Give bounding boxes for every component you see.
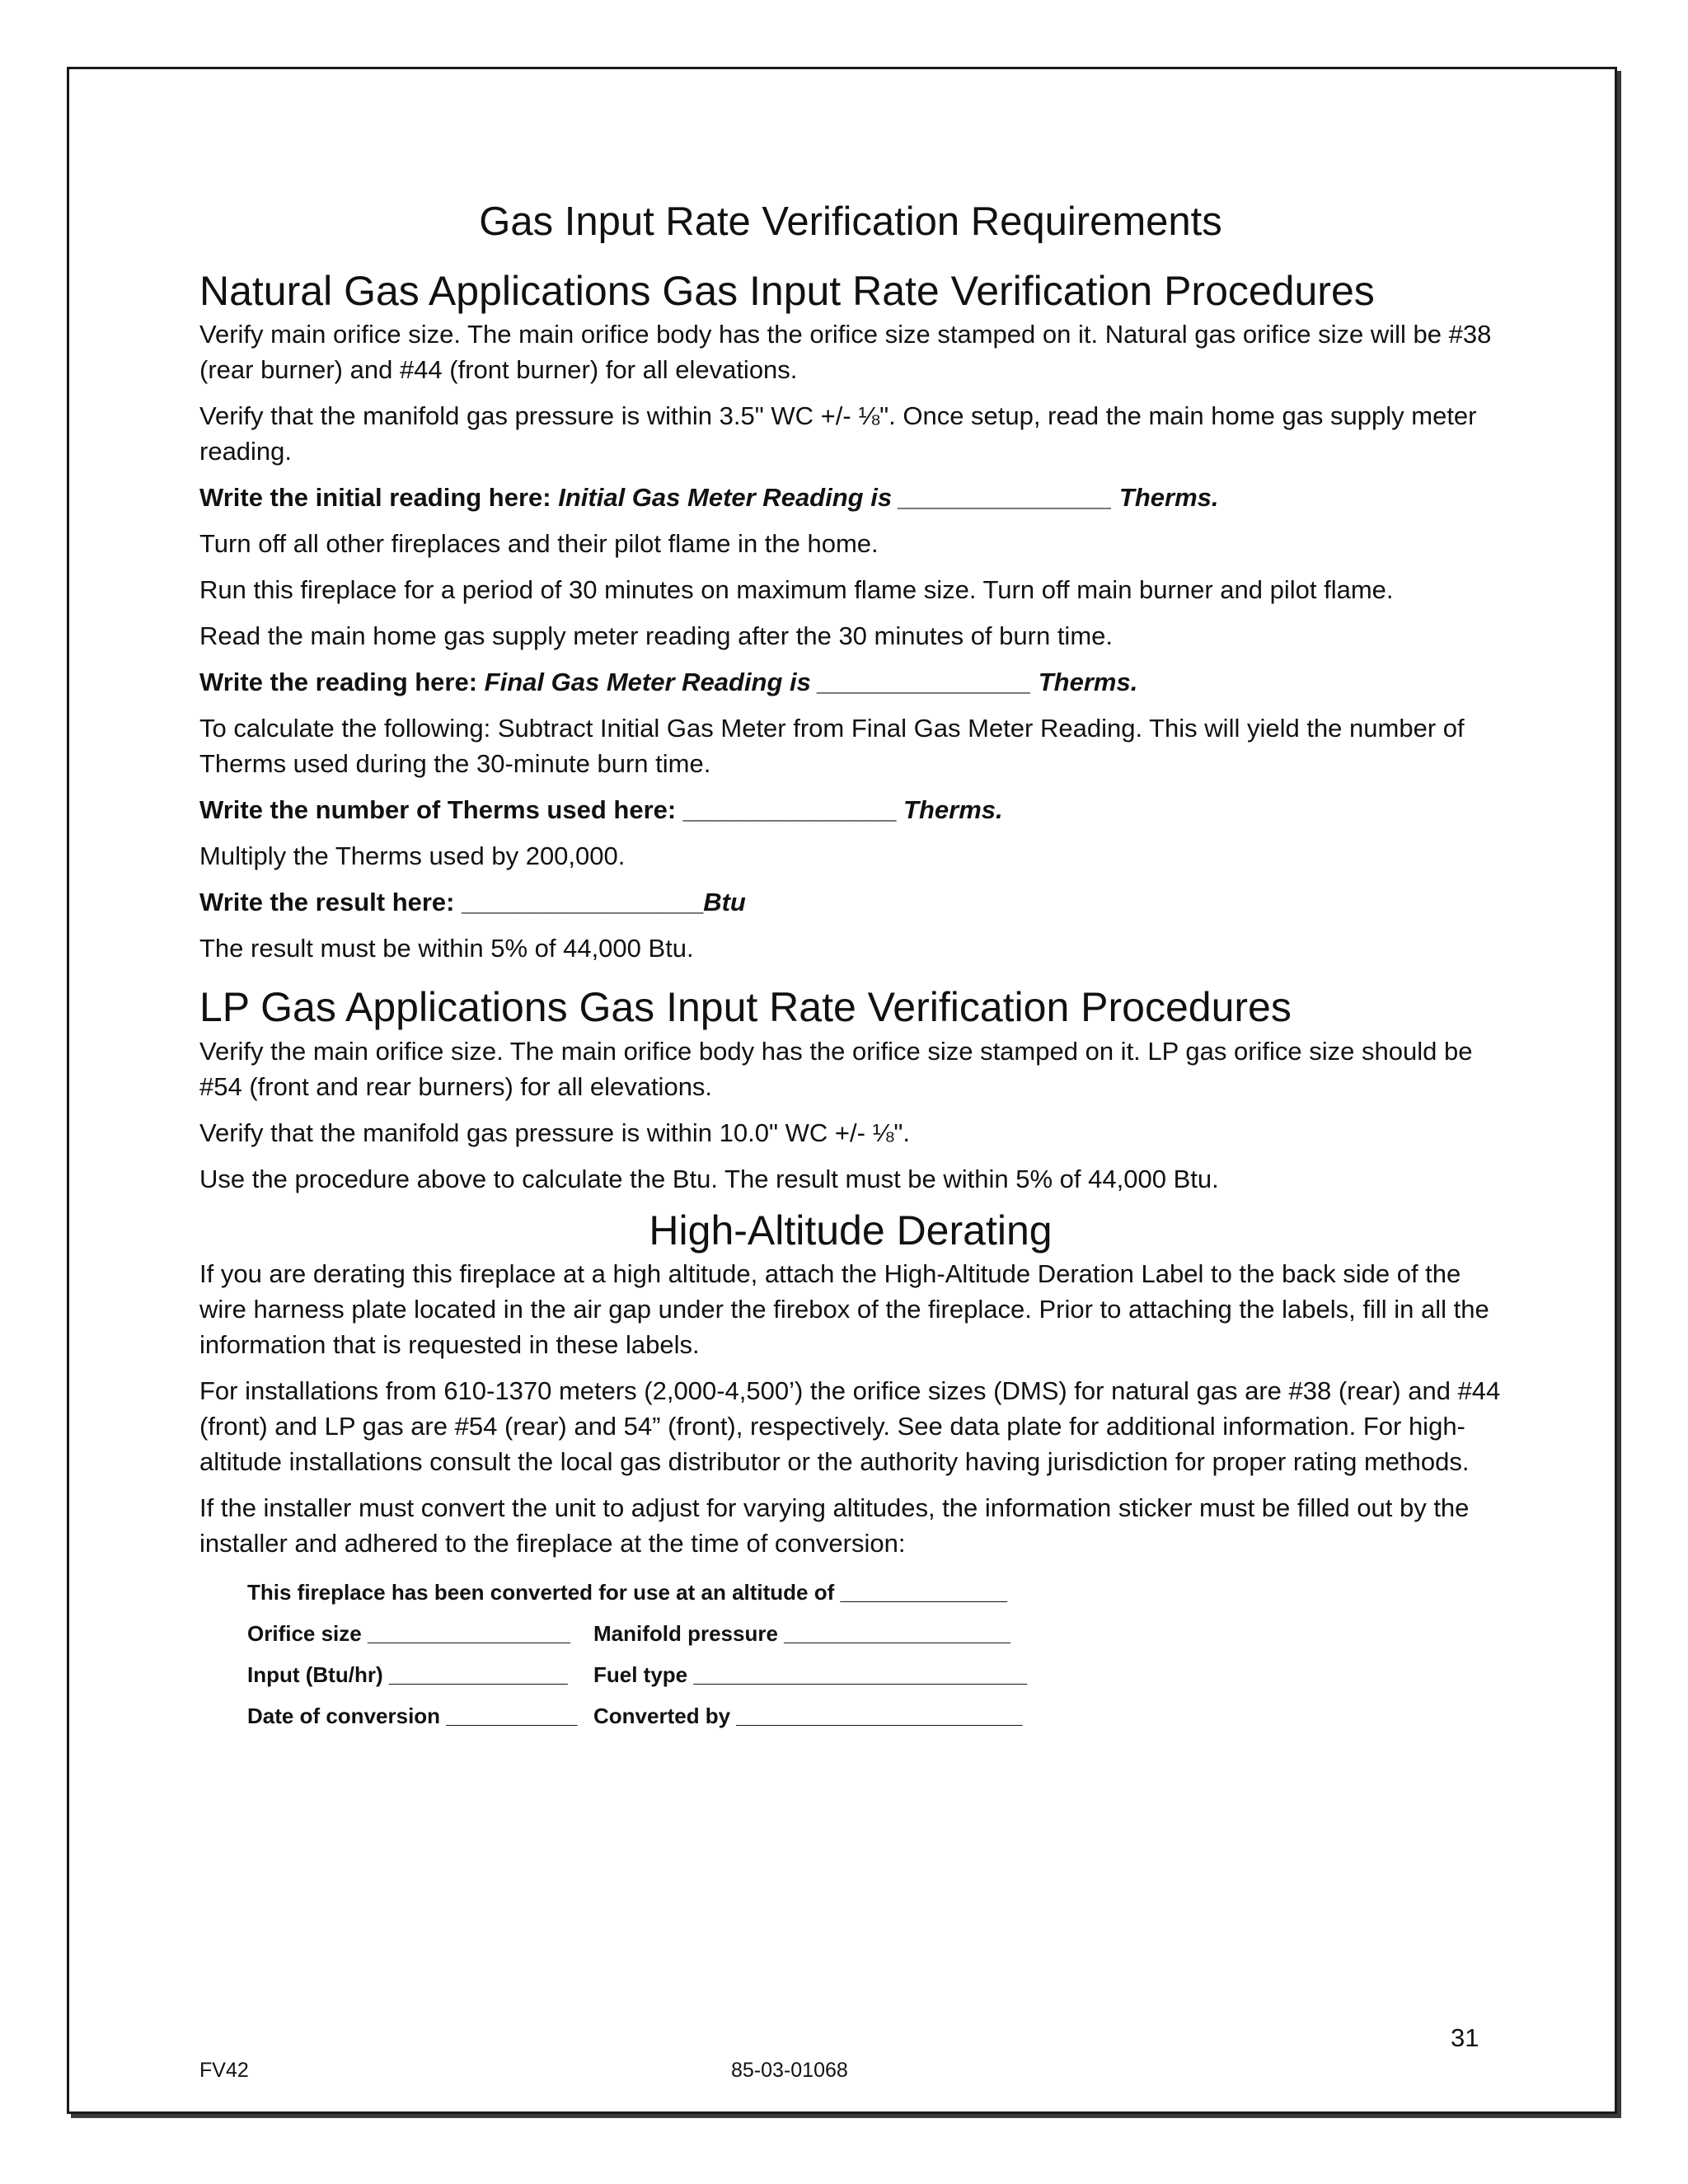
sticker-altitude-field: This fireplace has been converted for use at an altitude of ______________	[247, 1580, 1007, 1605]
page-content	[199, 198, 1502, 1736]
conversion-sticker	[247, 1572, 1502, 1736]
lp-gas-pressure-paragraph: Verify that the manifold gas pressure is within 10.0" WC +/- ⅛".	[199, 1118, 910, 1147]
result-label: Write the result here: _________________	[199, 888, 704, 917]
page-title: Gas Input Rate Verification Requirements	[479, 199, 1222, 244]
sticker-orifice-size-field: Orifice size _________________	[247, 1621, 570, 1647]
sticker-converted-by-field: Converted by ________________________	[593, 1704, 1023, 1729]
lp-gas-heading: LP Gas Applications Gas Input Rate Verification Procedures	[199, 984, 1292, 1031]
sticker-input-row	[247, 1654, 1502, 1695]
high-altitude-label-paragraph: If you are derating this fireplace at a high altitude, attach the High-Altitude Deration Label to the back side of the wire harness plate located in the air gap under the firebox of the fireplace. Prior to attaching the labels, fill in all the information that is requested in these labels.	[199, 1259, 1489, 1360]
sticker-altitude-row	[247, 1572, 1502, 1613]
lp-gas-orifice-paragraph: Verify the main orifice size. The main orifice body has the orifice size stamped on it. LP gas orifice size should be #54 (front and rear burners) for all elevations.	[199, 1036, 1473, 1101]
high-altitude-heading: High-Altitude Derating	[649, 1207, 1053, 1254]
result-line	[199, 884, 1502, 920]
therms-used-unit: Therms.	[903, 795, 1003, 825]
natural-gas-pressure-paragraph: Verify that the manifold gas pressure is within 3.5" WC +/- ⅛". Once setup, read the main home gas supply meter reading.	[199, 401, 1477, 466]
multiply-paragraph: Multiply the Therms used by 200,000.	[199, 841, 626, 871]
final-reading-line	[199, 664, 1502, 700]
therms-used-line	[199, 792, 1502, 827]
initial-reading-line	[199, 480, 1502, 515]
sticker-fuel-type-field: Fuel type ____________________________	[593, 1662, 1028, 1688]
final-reading-label: Write the reading here:	[199, 668, 485, 697]
sticker-date-field: Date of conversion ___________	[247, 1704, 578, 1729]
footer-part-number: 85-03-01068	[731, 2059, 848, 2082]
sticker-manifold-pressure-field: Manifold pressure ___________________	[593, 1621, 1010, 1647]
sticker-date-row	[247, 1695, 1502, 1736]
page-number: 31	[1451, 2023, 1479, 2052]
read-meter-paragraph: Read the main home gas supply meter reading after the 30 minutes of burn time.	[199, 621, 1113, 651]
high-altitude-orifice-paragraph: For installations from 610-1370 meters (2,000-4,500’) the orifice sizes (DMS) for natural gas are #38 (rear) and #44 (front) and LP gas are #54 (rear) and 54” (front), respectively. See data plate for additional information. For high-altitude installations consult the local gas distributor or the authority having jurisdiction for proper rating methods.	[199, 1376, 1501, 1477]
result-unit: Btu	[703, 888, 746, 917]
therms-used-label: Write the number of Therms used here: _______________	[199, 795, 904, 825]
result-requirement-paragraph: The result must be within 5% of 44,000 Btu.	[199, 934, 694, 963]
calculate-paragraph: To calculate the following: Subtract Initial Gas Meter from Final Gas Meter Reading. This will yield the number of Therms used during the 30-minute burn time.	[199, 714, 1465, 779]
final-reading-field: Final Gas Meter Reading is _______________ Therms.	[484, 668, 1138, 697]
footer-model: FV42	[199, 2059, 249, 2082]
turn-off-paragraph: Turn off all other fireplaces and their pilot flame in the home.	[199, 529, 879, 559]
run-fireplace-paragraph: Run this fireplace for a period of 30 minutes on maximum flame size. Turn off main burner and pilot flame.	[199, 575, 1394, 605]
lp-gas-procedure-paragraph: Use the procedure above to calculate the Btu. The result must be within 5% of 44,000 Btu.	[199, 1164, 1219, 1193]
natural-gas-heading: Natural Gas Applications Gas Input Rate Verification Procedures	[199, 267, 1375, 314]
initial-reading-label: Write the initial reading here:	[199, 483, 559, 513]
sticker-input-field: Input (Btu/hr) _______________	[247, 1662, 568, 1688]
natural-gas-orifice-paragraph: Verify main orifice size. The main orifice body has the orifice size stamped on it. Natural gas orifice size will be #38 (rear burner) and #44 (front burner) for all elevations.	[199, 320, 1492, 385]
sticker-orifice-row	[247, 1613, 1502, 1654]
initial-reading-field: Initial Gas Meter Reading is _______________ Therms.	[558, 483, 1219, 513]
high-altitude-sticker-paragraph: If the installer must convert the unit to adjust for varying altitudes, the information sticker must be filled out by the installer and adhered to the fireplace at the time of conversion:	[199, 1493, 1470, 1558]
